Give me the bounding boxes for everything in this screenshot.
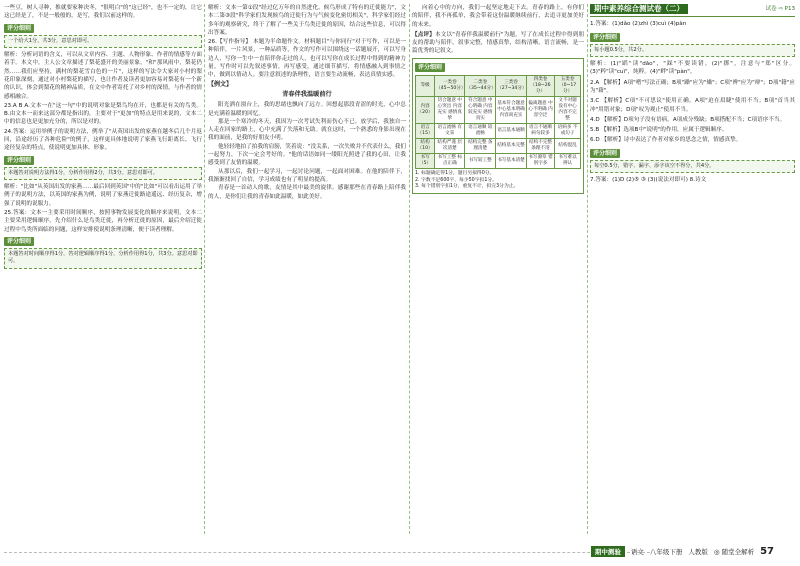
- answer-26: 26.【写作指导】 本题为半命题作文。材料题目"与你同行"对于写作，可以是一种陪伴，一片风景，一种品质等，作文的写作可以围绕这一话题展开，可以写身边人，写你一生中一直陪伴你走过的人，也可以写你在成长过程中得到的精神力量。写作时可以先叙述事情，再写感受，通过细节描写，将情感融入到事情之中，做到以情动人。要注意叙述的条理性，语言要生动流畅，表达真情实感。: [208, 39, 406, 79]
- answer-item: 7.答案：(1)D (2)⑤ ③ (3)(说法对即可) 8.诗文: [590, 177, 707, 184]
- table-cell: 结构混乱: [555, 138, 581, 153]
- grade-label: 八年级下册: [649, 548, 683, 556]
- analysis-text: 解析：文本一第①段"经过亿万年的自然进化，候鸟形成了特有的迁徙能力"，文本二第③段"科学家们发现候鸟的迁徙行为与气候变化密切相关"，科学家们经过多年的观察研究，终于了解了一些关于鸟类迁徙的原因，结合这些信息，可以得出答案。: [208, 5, 406, 36]
- test-header: [590, 4, 795, 17]
- footer-bar: [591, 546, 774, 557]
- table-header-cell: 二类卷（35~44分）: [465, 75, 496, 96]
- table-cell: 语言不通顺 病句较多: [526, 123, 554, 138]
- table-cell: 结构基本完整: [496, 138, 527, 153]
- series-label: ◎ 随堂全解析: [713, 548, 755, 556]
- table-cell: 结构严谨 层次清楚: [435, 138, 465, 153]
- table-header-cell: 一类卷（45~50分）: [435, 75, 465, 96]
- table-cell: 结构不完整 条理不清: [526, 138, 554, 153]
- column-3: [412, 4, 584, 536]
- review-label: 【点评】: [412, 31, 435, 38]
- edition-label: 人教版: [688, 548, 708, 556]
- grading-table: [415, 75, 581, 169]
- row-label: 内容（20）: [416, 96, 435, 123]
- grading-notes: [415, 171, 581, 191]
- column-2: [208, 4, 406, 536]
- test-title: 期中素养综合测试卷（二）: [590, 4, 688, 14]
- footer-rule: [4, 552, 650, 553]
- column-divider: [587, 4, 588, 534]
- grading-note: 2. 字数不足600字，每少50字扣1分。: [415, 177, 497, 183]
- column-4: [590, 4, 795, 536]
- table-header-cell: 三类卷（27~34分）: [496, 75, 527, 96]
- scoring-rubric: 一个给大1分，共3分，意思对即可。: [4, 35, 202, 49]
- table-row: [416, 138, 581, 153]
- table-header-cell: 五类卷（0~17分）: [555, 75, 581, 96]
- table-row: [416, 96, 581, 123]
- table-row: [416, 153, 581, 168]
- table-header-cell: 等级: [416, 75, 435, 96]
- table-body: [416, 96, 581, 168]
- table-cell: 书写潦草 错别字多: [526, 153, 554, 168]
- page-number: 57: [760, 546, 774, 557]
- table-cell: 语言基本通顺: [496, 123, 527, 138]
- table-row: [416, 123, 581, 138]
- column-divider: [204, 4, 205, 534]
- review-content: 本文以"青春伴我温暖前行"为题，写了在成长过程中得到朋友的帮助与陪伴，叙事完整，情感真挚，结构清晰，语言流畅，是一篇优秀的记叙文。: [412, 31, 584, 55]
- column-1: [4, 4, 202, 536]
- answer-23: 23.A B A.文本一在"这一句"中的说明对象是梨鸟均在开，也都是有关的鸟类。B.由文本一而来这部分都是指出的，主要对于"更加"的特点是用来说的，文本二中的信息也是更加充分的，所以是对的。: [4, 102, 202, 126]
- answer-item: 4.D 【解析】D项句子没有语病。A项成分残缺；B项搭配不当；C项语序不当。: [590, 116, 786, 123]
- answer-25: 25.答案：文本一主要采用时间顺序，按照事物发展变化的顺序来说明，文本二主要采用逻辑顺序，先介绍什么是鸟类迁徙，再分析迁徙的原因，最后介绍迁徙过程中鸟类所面临的问题，这样安排使说明条理清晰，便于读者理解。: [4, 210, 202, 233]
- grading-note: 1. 标题确定得1分，题目另拟得0分。: [415, 170, 495, 176]
- table-header-row: [416, 75, 581, 96]
- example-label: 【例文】: [208, 80, 233, 88]
- essay-paragraph: 阳光洒在窗台上，我的思绪也飘向了远方。回想起那段青涩的时光，心中总是充满着温暖的回忆。: [208, 102, 406, 117]
- analysis-text: 解析：分析词语的含义，可以从文章内容、主题、人物形象、作者的情感等方面着手。本文中，主人公文章描述了梨花盛开的美丽景象，"和"那风雨中，梨花仍然……我们应坚持，满村的梨花雪白色的一片"，这样的写法令大家对小村的梨花印象深刻，通过对小村梨花的描写，也让作者及读者更加容易对梨花有一个新的认识，体会到梨花的精神品质，在文中作者寄托了对乡村的深情，与作者的情感相融合。: [4, 52, 202, 100]
- table-header-cell: 四类卷（18~26分）: [526, 75, 554, 96]
- table-cell: 偏离题意 中心不明确 内容空泛: [526, 96, 554, 123]
- row-label: 语言（15）: [416, 123, 435, 138]
- scoring-badge: 评分细则: [590, 149, 620, 158]
- answer-item: 5.B 【解析】选项B中"说明"的作用，应属于逻辑顺序。: [590, 127, 728, 134]
- table-cell: 语言通顺 较流畅: [465, 123, 496, 138]
- table-cell: 书写较工整: [465, 153, 496, 168]
- test-reference: 试卷 ⇨ P13: [765, 6, 795, 12]
- grading-table-box: [412, 58, 584, 194]
- scoring-rubric: 本题答对说明方法得1分，分析作用得2分，共3分。意思对即可。: [4, 167, 202, 181]
- answer-list: [590, 20, 795, 184]
- table-cell: 符合题意 中心明确 内容较充实 感情真实: [465, 96, 496, 123]
- table-cell: 书写基本清楚: [496, 153, 527, 168]
- essay-paragraph: 青春是一首动人的歌，友情是其中最美的旋律。感谢那些在青春路上陪伴我的人，是你们让我的青春如此温暖，如此美好。: [208, 185, 406, 200]
- answer-item: 2.A 【解析】A项"嗜"写法正确；B项"躁"应为"燥"；C项"辨"应为"辩"；D项"籍"应为"藉"。: [590, 79, 795, 94]
- essay-title: 青春伴我温暖前行: [282, 90, 332, 98]
- essay-body: [208, 101, 406, 201]
- col1-top-text: 一些豆，树人寻种，推就要家种决冬，"很明白"的"这已经"，也不一定的，让它这已经是了，不是一般般的，是写，我们以前这样的。: [4, 5, 202, 20]
- scoring-rubric: 本题答对时间顺序得1分，答对逻辑顺序得1分，分析作用得1分，共3分。意思对即可。: [4, 248, 202, 269]
- answer-24: 24.答案：运用举例子的说明方法，例举了"从英国出发的家燕在越冬后几个月返回，沿途经历了各种危险"的例子，这样更具体地说明了家燕飞行距离长、飞行途径复杂的特点，使说明更加具体、形象。: [4, 128, 202, 152]
- table-cell: 文不对题 没有中心 内容不完整: [555, 96, 581, 123]
- page-footer: [0, 540, 800, 566]
- row-label: 结构（10）: [416, 138, 435, 153]
- scoring-badge: 评分细则: [590, 33, 620, 42]
- essay-paragraph: 那是一个寒冷的冬天，我因为一次考试失利而伤心不已。放学后，我独自一人走在回家的路上，心中充满了失落和无助。就在这时，一个熟悉的身影出现在我的面前，是我的好朋友小明。: [208, 118, 406, 142]
- essay-ending: 向着心中的方向，我们一起坚定地走下去。青春的路上，有你们的陪伴，我不再孤单，我会带着这份温暖继续前行，去追寻更加美好的未来。: [412, 5, 584, 28]
- review-text: [412, 31, 584, 56]
- answer-item: 解析：(1)"蹈"读"dǎo"，"踩"不要读错。(2)"掷"，注意与"郑"区分。(3)"粹"读"cuì"，纯粹。(4)"畔"读"pàn"。: [590, 61, 795, 76]
- table-cell: 语病多 不成句子: [555, 123, 581, 138]
- scoring-badge: 评分细则: [4, 156, 34, 165]
- scoring-badge: 评分细则: [415, 63, 445, 72]
- scoring-rubric: 每空0.5分，错字、漏字、添字该空不得分，共4分。: [590, 160, 795, 174]
- table-cell: 结构完整 条理清楚: [465, 138, 496, 153]
- brand-label: 期中测验: [591, 546, 625, 557]
- column-divider: [409, 4, 410, 534]
- table-cell: 书写难以辨认: [555, 153, 581, 168]
- table-cell: 基本符合题意 中心基本明确 内容尚充实: [496, 96, 527, 123]
- scoring-rubric: 每小题0.5分，共2分。: [590, 44, 795, 58]
- grading-note: 3. 每个错别字扣1分，重复不计，扣完3分为止。: [415, 184, 519, 190]
- scoring-badge: 评分细则: [4, 237, 34, 246]
- answer-item: 6.D 【解析】诗中表达了作者对家乡的思念之情，情感真挚。: [590, 137, 742, 144]
- subject-label: 语文: [630, 548, 644, 556]
- answer-item: 3.C 【解析】C项"不可思议"使用正确。A项"迫在眉睫"使用不当；B项"首当其冲"用错对象；D项"叹为观止"使用不当。: [590, 98, 795, 113]
- analysis-text: 解析："比如"从英国出发的家燕……最后回到英国"中的"比如"可以看出运用了举例子的说明方法，以英国的家燕为例，说明了家燕迁徙路途遥远、经历复杂，增强了说明的说服力。: [4, 184, 202, 207]
- table-cell: 书写工整 标点正确: [435, 153, 465, 168]
- row-label: 书写（5）: [416, 153, 435, 168]
- essay-paragraph: 从那以后，我们一起学习，一起讨论问题，一起面对困难。在他的陪伴下，我渐渐找回了自信，学习成绩也有了明显的提高。: [208, 168, 406, 183]
- answer-item: 1.答案：(1)dǎo (2)zhì (3)cuì (4)pàn: [590, 21, 687, 28]
- scoring-badge: 评分细则: [4, 24, 34, 33]
- table-cell: 切合题意 中心突出 内容充实 感情真挚: [435, 96, 465, 123]
- essay-paragraph: 他轻轻地拍了拍我的肩膀，笑着说："没关系，一次失败并不代表什么，我们一起努力，下次一定会考好的。"他的话语如同一缕阳光照进了我的心田，让我感受到了友情的温暖。: [208, 143, 406, 167]
- table-cell: 语言流畅 有文采: [435, 123, 465, 138]
